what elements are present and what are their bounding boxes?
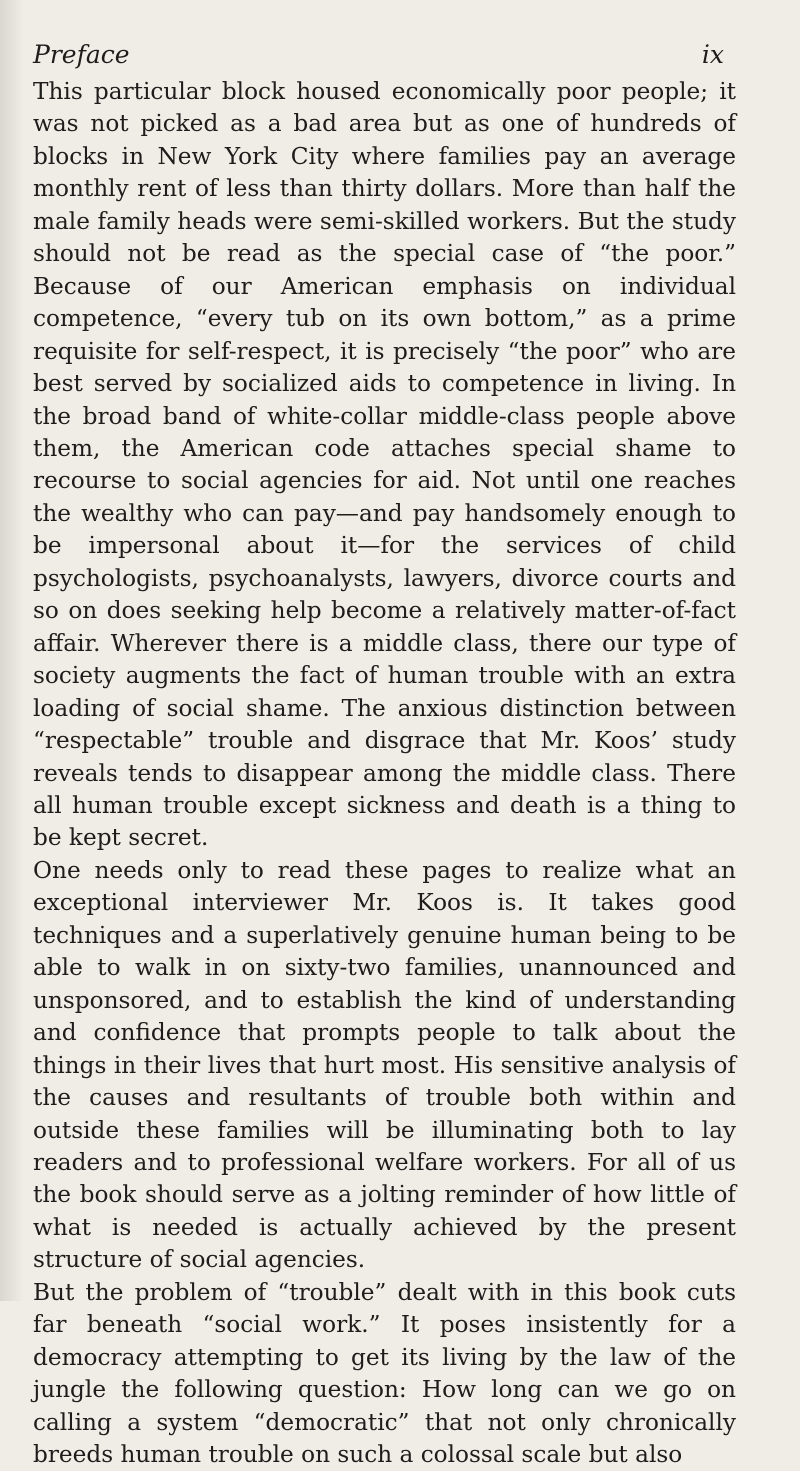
running-head: [33, 40, 736, 76]
section-title: Preface: [33, 40, 130, 69]
paragraph-3: But the problem of “trouble” dealt with in this book cuts far beneath “social work.” It poses insistently for a democracy attempting to get its living by the law of the jungle the following question: How long can we go on calling a system “democratic” that not only chronically breeds human trouble on such a colossal scale but also: [33, 1278, 736, 1469]
paragraph-1: This particular block housed economically poor people; it was not picked as a bad area but as one of hundreds of blocks in New York City where families pay an average monthly rent of less than thirty dollars. More than half the male family heads were semi-skilled workers. But the study should not be read as the special case of “the poor.” Because of our American emphasis on individual competence, “every tub on its own bottom,” as a prime requisite for self-respect, it is precisely “the poor” who are best served by socialized aids to competence in living. In the broad band of white-collar middle-class people above them, the American code attaches special shame to recourse to social agencies for aid. Not until one reaches the wealthy who can pay—and pay handsomely enough to be impersonal about it—for the services of child psychologists, psychoanalysts, lawyers, divorce courts and so on does seeking help become a relatively matter-of-fact affair. Wherever there is a middle class, there our type of society augments the fact of human trouble with an extra loading of social shame. The anxious distinction between “respectable” trouble and disgrace that Mr. Koos’ study reveals tends to disappear among the middle class. There all human trouble except sickness and death is a thing to be kept secret.: [33, 78, 736, 852]
page-gutter-shadow: [0, 0, 24, 1301]
book-page: [33, 40, 736, 1469]
paragraph-2: One needs only to read these pages to realize what an exceptional interviewer Mr. Koos is. It takes good techniques and a superlatively genuine human being to be able to walk in on sixty-two families, unannounced and unsponsored, and to establish the kind of understanding and confidence that prompts people to talk about the things in their lives that hurt most. His sensitive analysis of the causes and resultants of trouble both within and outside these families will be illuminating both to lay readers and to professional welfare workers. For all of us the book should serve as a jolting reminder of how little of what is needed is actually achieved by the present structure of social agencies.: [33, 856, 736, 1274]
body-text: [33, 76, 736, 1471]
page-number: ix: [701, 40, 724, 69]
